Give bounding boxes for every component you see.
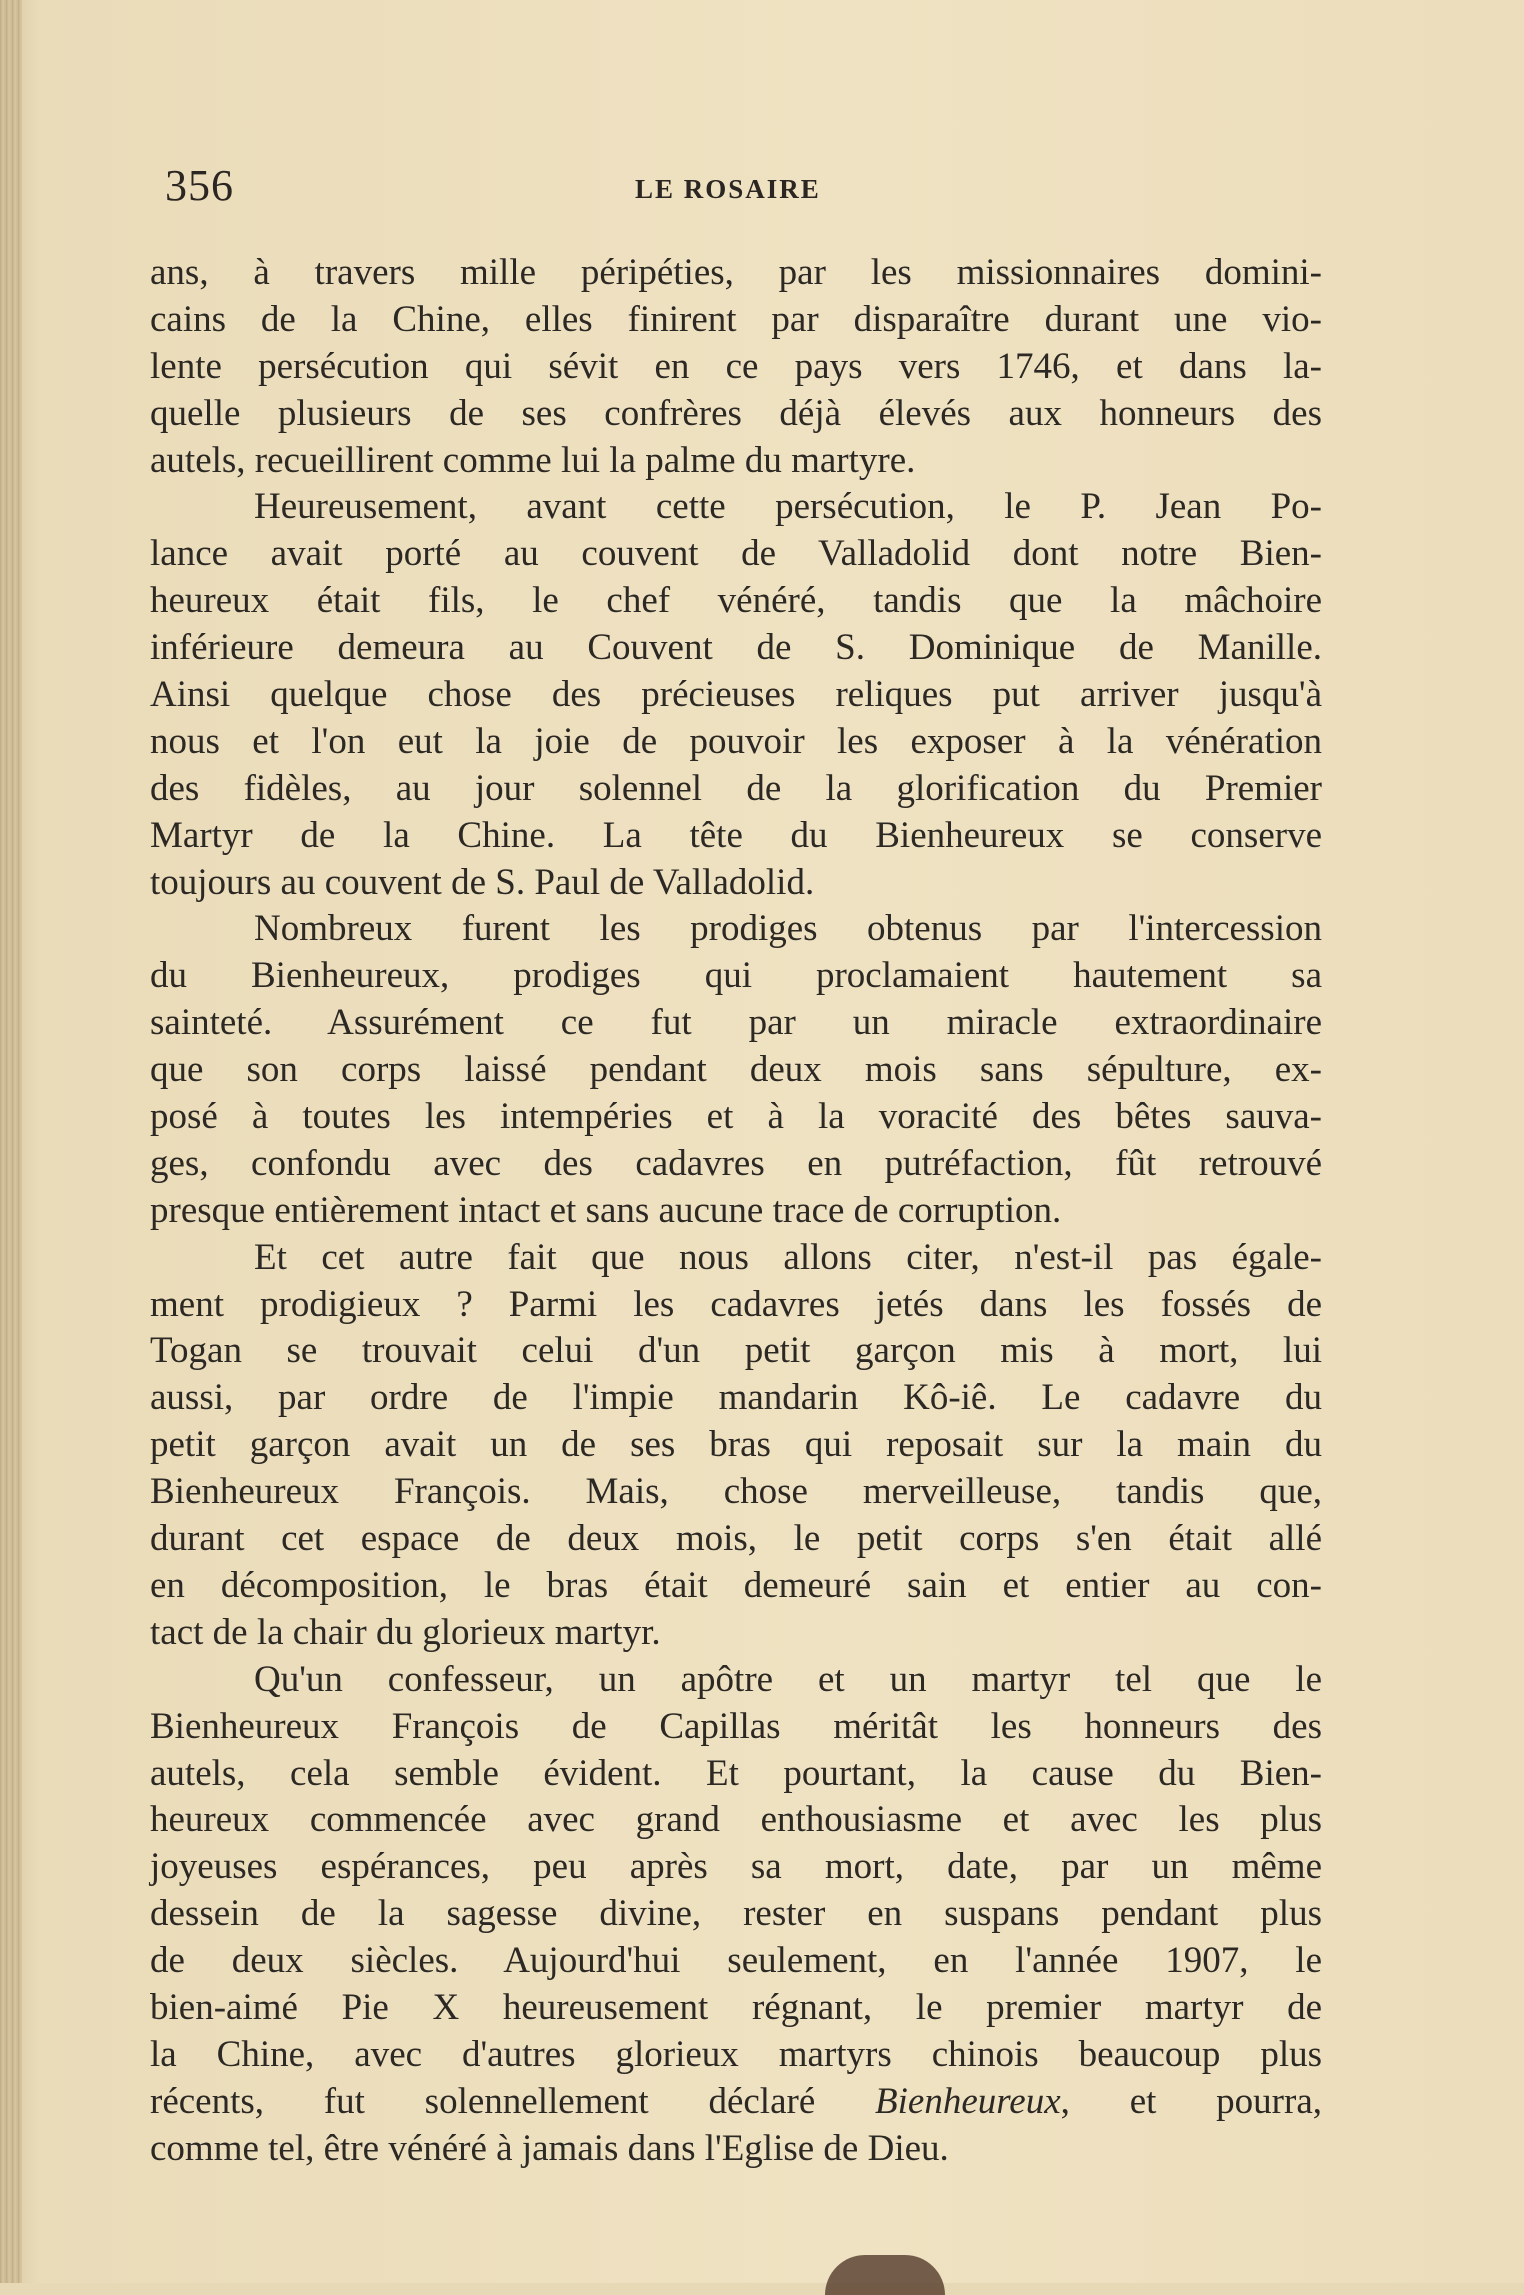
text-line: ges, confondu avec des cadavres en putréfaction, fût retrouvé <box>150 1142 1322 1184</box>
text-line: Nombreux furent les prodiges obtenus par l'intercession <box>254 908 1322 950</box>
text-line: quelle plusieurs de ses confrères déjà élevés aux honneurs des <box>150 392 1322 434</box>
running-title: LE ROSAIRE <box>635 174 821 204</box>
page-number: 356 <box>165 161 234 210</box>
page-binding-edge <box>0 0 22 2283</box>
text-line: autels, cela semble évident. Et pourtant, la cause du Bien- <box>150 1752 1322 1794</box>
paragraph <box>150 250 1322 484</box>
text-line: en décomposition, le bras était demeuré sain et entier au con- <box>150 1564 1322 1606</box>
text-line: du Bienheureux, prodiges qui proclamaient hautement sa <box>150 955 1322 997</box>
text-line: des fidèles, au jour solennel de la glorification du Premier <box>150 767 1322 809</box>
text-line: ment prodigieux ? Parmi les cadavres jetés dans les fossés de <box>150 1283 1322 1325</box>
text-line: Et cet autre fait que nous allons citer, n'est-il pas égale- <box>254 1236 1322 1278</box>
text-line: ans, à travers mille péripéties, par les missionnaires domini- <box>150 252 1322 293</box>
text-line: comme tel, être vénéré à jamais dans l'Eglise de Dieu. <box>150 2127 949 2169</box>
text-line: cains de la Chine, elles finirent par disparaître durant une vio- <box>150 298 1322 340</box>
text-line: heureux était fils, le chef vénéré, tandis que la mâchoire <box>150 580 1322 622</box>
text-line: presque entièrement intact et sans aucune trace de corruption. <box>150 1189 1062 1231</box>
text-line: bien-aimé Pie X heureusement régnant, le premier martyr de <box>150 1986 1322 2028</box>
text-line: inférieure demeura au Couvent de S. Dominique de Manille. <box>150 627 1322 669</box>
text-line: Togan se trouvait celui d'un petit garçon mis à mort, lui <box>150 1330 1322 1372</box>
text-line: posé à toutes les intempéries et à la voracité des bêtes sauva- <box>150 1096 1322 1138</box>
paragraph <box>150 1235 1322 1657</box>
text-line: Ainsi quelque chose des précieuses reliques put arriver jusqu'à <box>150 674 1322 716</box>
text-line: aussi, par ordre de l'impie mandarin Kô-iê. Le cadavre du <box>150 1377 1322 1419</box>
page-stain <box>825 2255 945 2295</box>
paragraph <box>150 1657 1322 2173</box>
text-line: dessein de la sagesse divine, rester en suspans pendant plus <box>150 1893 1322 1935</box>
text-line: nous et l'on eut la joie de pouvoir les exposer à la vénération <box>150 720 1322 762</box>
paragraph <box>150 906 1322 1234</box>
paragraph <box>150 484 1322 906</box>
text-line: Martyr de la Chine. La tête du Bienheureux se conserve <box>150 814 1322 856</box>
text-line: récents, fut solennellement déclaré Bienheureux, et pourra, <box>150 2080 1322 2122</box>
text-line: Bienheureux François de Capillas méritât les honneurs des <box>150 1705 1322 1747</box>
text-line: de deux siècles. Aujourd'hui seulement, en l'année 1907, le <box>150 1940 1322 1982</box>
text-line: lente persécution qui sévit en ce pays vers 1746, et dans la- <box>150 345 1322 387</box>
text-line: joyeuses espérances, peu après sa mort, date, par un même <box>150 1846 1322 1888</box>
text-line: sainteté. Assurément ce fut par un miracle extraordinaire <box>150 1002 1322 1044</box>
text-line: autels, recueillirent comme lui la palme du martyre. <box>150 439 916 481</box>
text-line: Qu'un confesseur, un apôtre et un martyr tel que le <box>254 1658 1322 1700</box>
text-line: Bienheureux François. Mais, chose merveilleuse, tandis que, <box>150 1471 1322 1513</box>
text-line: heureux commencée avec grand enthousiasme et avec les plus <box>150 1799 1322 1841</box>
text-line: lance avait porté au couvent de Valladolid dont notre Bien- <box>150 533 1322 575</box>
text-line: toujours au couvent de S. Paul de Valladolid. <box>150 861 815 903</box>
text-line: petit garçon avait un de ses bras qui reposait sur la main du <box>150 1424 1322 1466</box>
page-header <box>165 160 1320 220</box>
text-line: la Chine, avec d'autres glorieux martyrs chinois beaucoup plus <box>150 2033 1322 2075</box>
text-line: tact de la chair du glorieux martyr. <box>150 1611 661 1653</box>
emphasized-word: Bienheureux <box>875 2080 1061 2122</box>
text-line: que son corps laissé pendant deux mois sans sépulture, ex- <box>150 1049 1322 1091</box>
body-text <box>150 250 1322 2173</box>
text-line: Heureusement, avant cette persécution, le P. Jean Po- <box>254 486 1322 528</box>
text-line: durant cet espace de deux mois, le petit corps s'en était allé <box>150 1518 1322 1560</box>
